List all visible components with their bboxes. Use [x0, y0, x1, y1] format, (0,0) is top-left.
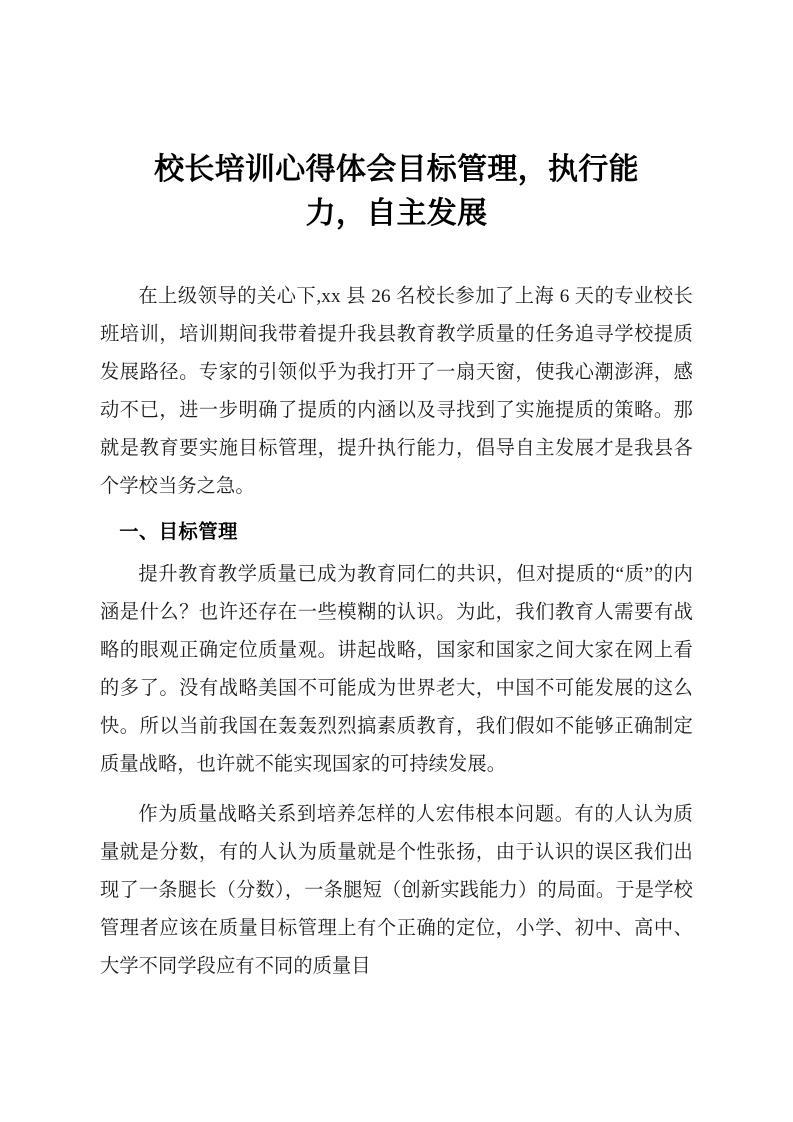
document-content-column [100, 0, 693, 986]
page-title-line-1: 校长培训心得体会目标管理，执行能 [154, 153, 639, 186]
page-title [100, 0, 693, 236]
page-title-line-2: 力，自主发展 [305, 197, 488, 230]
spacer-before-section-heading [100, 506, 693, 514]
spacer-between-paragraphs [100, 784, 693, 796]
section-heading-objective-management: 一、目标管理 [119, 522, 238, 543]
paragraph-body-1: 提升教育教学质量已成为教育同仁的共识，但对提质的“质”的内涵是什么？也许还存在一些模糊的认识。为此，我们教育人需要有战略的眼观正确定位质量观。讲起战略，国家和国家之间大家在网上看的多了。没有战略美国不可能成为世界老大，中国不可能发展的这么快。所以当前我国在轰轰烈烈搞素质教育，我们假如不能够正确制定质量战略，也许就不能实现国家的可持续发展。 [100, 564, 693, 775]
paragraph-body-2: 作为质量战略关系到培养怎样的人宏伟根本问题。有的人认为质量就是分数，有的人认为质量就是个性张扬，由于认识的误区我们出现了一条腿长（分数），一条腿短（创新实践能力）的局面。于是学校管理者应该在质量目标管理上有个正确的定位，小学、初中、高中、大学不同学段应有不同的质量目 [100, 804, 693, 977]
spacer-title-to-body [100, 236, 693, 278]
paragraph-intro: 在上级领导的关心下,xx 县 26 名校长参加了上海 6 天的专业校长班培训，培训期间我带着提升我县教育教学质量的任务追寻学校提质发展路径。专家的引领似乎为我打开了一扇天窗，使我心潮澎湃，感动不已，进一步明确了提质的内涵以及寻找到了实施提质的策略。那就是教育要实施目标管理，提升执行能力，倡导自主发展才是我县各个学校当务之急。 [100, 286, 693, 497]
